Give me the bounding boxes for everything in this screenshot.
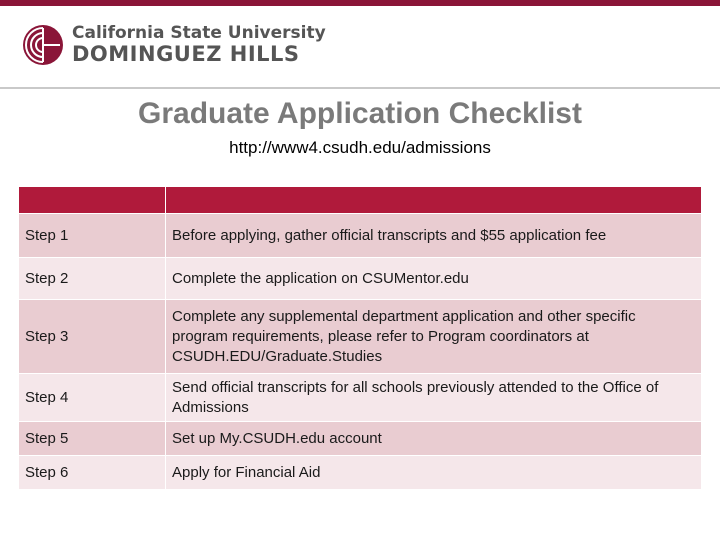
step-description: Complete the application on CSUMentor.edu xyxy=(166,258,702,300)
header-divider xyxy=(0,87,720,89)
top-accent-bar xyxy=(0,0,720,6)
step-label: Step 2 xyxy=(19,258,166,300)
logo-campus-name: DOMINGUEZ HILLS xyxy=(72,42,300,66)
checklist-table xyxy=(18,186,702,490)
admissions-url: http://www4.csudh.edu/admissions xyxy=(229,138,491,157)
table-header-cell xyxy=(166,187,702,214)
table-row xyxy=(19,214,702,258)
step-description: Set up My.CSUDH.edu account xyxy=(166,422,702,456)
table-row xyxy=(19,300,702,374)
table-row xyxy=(19,422,702,456)
logo-university-name: California State University xyxy=(72,23,326,43)
step-label: Step 3 xyxy=(19,300,166,374)
step-description: Complete any supplemental department application and other specific program requirements, please refer to Program coordinators at CSUDH.EDU/Graduate.Studies xyxy=(166,300,702,374)
table-header-row xyxy=(19,187,702,214)
step-label: Step 1 xyxy=(19,214,166,258)
table-header-cell xyxy=(19,187,166,214)
step-description: Apply for Financial Aid xyxy=(166,456,702,490)
page-title: Graduate Application Checklist xyxy=(138,97,582,130)
step-label: Step 5 xyxy=(19,422,166,456)
table-row xyxy=(19,258,702,300)
step-description: Before applying, gather official transcripts and $55 application fee xyxy=(166,214,702,258)
step-label: Step 6 xyxy=(19,456,166,490)
table-row xyxy=(19,456,702,490)
csudh-logo xyxy=(22,22,326,72)
university-seal-icon xyxy=(22,24,64,66)
step-label: Step 4 xyxy=(19,374,166,422)
table-row xyxy=(19,374,702,422)
step-description: Send official transcripts for all schools previously attended to the Office of Admissions xyxy=(166,374,702,422)
